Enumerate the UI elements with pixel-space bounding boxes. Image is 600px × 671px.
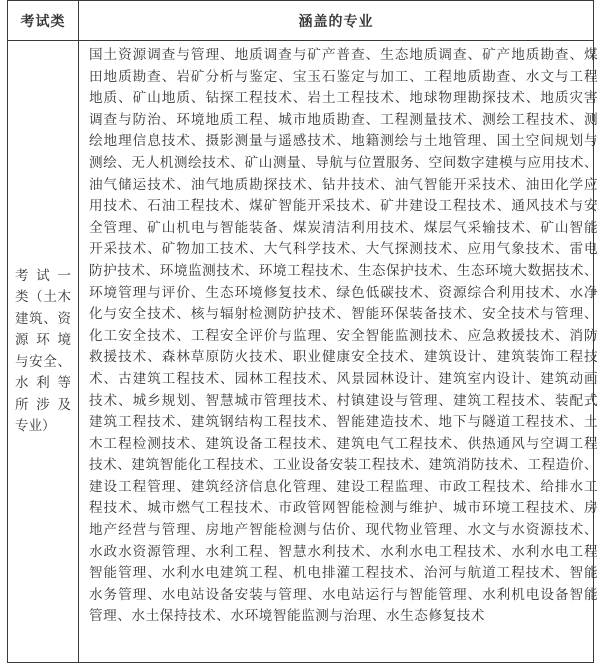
category-line: 水利等	[15, 375, 71, 391]
category-line: 考试一	[15, 267, 71, 284]
majors-line: 木工程检测技术、建筑设备工程技术、建筑电气工程技术、供热通风与空调工程	[89, 435, 599, 452]
category-line: 类（土木	[15, 289, 71, 305]
category-line: 专业）	[15, 418, 56, 434]
table-row	[8, 41, 599, 662]
category-label	[15, 266, 71, 438]
majors-line: 建筑工程技术、建筑钢结构工程技术、智能建造技术、地下与隧道工程技术、土	[89, 414, 599, 431]
majors-line: 环境管理与评价、生态环境修复技术、绿色低碳技术、资源综合利用技术、水净	[89, 284, 599, 301]
majors-table	[7, 0, 599, 663]
majors-line: 全管理、矿山机电与智能装备、煤炭清洁利用技术、煤层气采输技术、矿山智能	[89, 219, 599, 236]
category-line: 所涉及	[15, 396, 71, 413]
category-line: 建筑、资	[15, 310, 71, 327]
majors-line: 调查与防治、环境地质工程、城市地质勘查、工程测量技术、测绘工程技术、测	[89, 111, 599, 128]
majors-line: 用技术、石油工程技术、煤矿智能开采技术、矿井建设工程技术、通风技术与安	[89, 198, 599, 215]
majors-line: 程技术、城市燃气工程技术、市政管网智能检测与维护、城市环境工程技术、房	[89, 500, 599, 517]
majors-line: 田地质勘查、岩矿分析与鉴定、宝玉石鉴定与加工、工程地质勘查、水文与工程	[89, 68, 599, 85]
majors-line: 水政水资源管理、水利工程、智慧水利技术、水利水电工程技术、水利水电工程	[89, 543, 599, 560]
majors-line: 水务管理、水电站设备安装与管理、水电站运行与智能管理、水利机电设备智能	[89, 586, 599, 603]
majors-cell	[79, 41, 600, 662]
majors-line: 化与安全技术、核与辐射检测防护技术、智能环保装备技术、安全技术与管理、	[89, 306, 599, 323]
majors-line: 测绘、无人机测绘技术、矿山测量、导航与位置服务、空间数字建模与应用技术、	[89, 154, 599, 171]
majors-line: 地质、矿山地质、钻探工程技术、岩土工程技术、地球物理勘探技术、地质灾害	[89, 90, 599, 107]
majors-line: 开采技术、矿物加工技术、大气科学技术、大气探测技术、应用气象技术、雷电	[89, 241, 599, 258]
majors-line: 绘地理信息技术、摄影测量与遥感技术、地籍测绘与土地管理、国土空间规划与	[89, 133, 599, 150]
majors-line: 术、古建筑工程技术、园林工程技术、风景园林设计、建筑室内设计、建筑动画	[89, 370, 599, 387]
majors-line: 化工安全技术、工程安全评价与监理、安全智能监测技术、应急救援技术、消防	[89, 327, 599, 344]
majors-line: 油气储运技术、油气地质勘探技术、钻井技术、油气智能开采技术、油田化学应	[89, 176, 599, 193]
majors-line: 防护技术、环境监测技术、环境工程技术、生态保护技术、生态环境大数据技术、	[89, 262, 599, 279]
majors-line: 智能管理、水利水电建筑工程、机电排灌工程技术、治河与航道工程技术、智能	[89, 565, 599, 582]
category-line: 与安全、	[15, 353, 71, 370]
header-covered-majors: 涵盖的专业	[298, 13, 374, 30]
majors-line: 技术、城乡规划、智慧城市管理技术、村镇建设与管理、建筑工程技术、装配式	[89, 392, 599, 409]
majors-line: 国土资源调查与管理、地质调查与矿产普查、生态地质调查、矿产地质勘查、煤	[89, 47, 599, 63]
table-header-row	[8, 1, 593, 41]
category-cell	[8, 41, 79, 662]
majors-line: 地产经营与管理、房地产智能检测与估价、现代物业管理、水文与水资源技术、	[89, 522, 599, 539]
header-exam-category: 考试类	[8, 1, 79, 40]
majors-line: 救援技术、森林草原防火技术、职业健康安全技术、建筑设计、建筑装饰工程技	[89, 349, 599, 366]
majors-line: 技术、建筑智能化工程技术、工业设备安装工程技术、建筑消防技术、工程造价、	[89, 457, 599, 474]
majors-line: 建设工程管理、建筑经济信息化管理、建设工程监理、市政工程技术、给排水工	[89, 478, 599, 495]
majors-line: 管理、水土保持技术、水环境智能监测与治理、水生态修复技术	[89, 608, 486, 625]
category-line: 源环境	[15, 332, 71, 348]
